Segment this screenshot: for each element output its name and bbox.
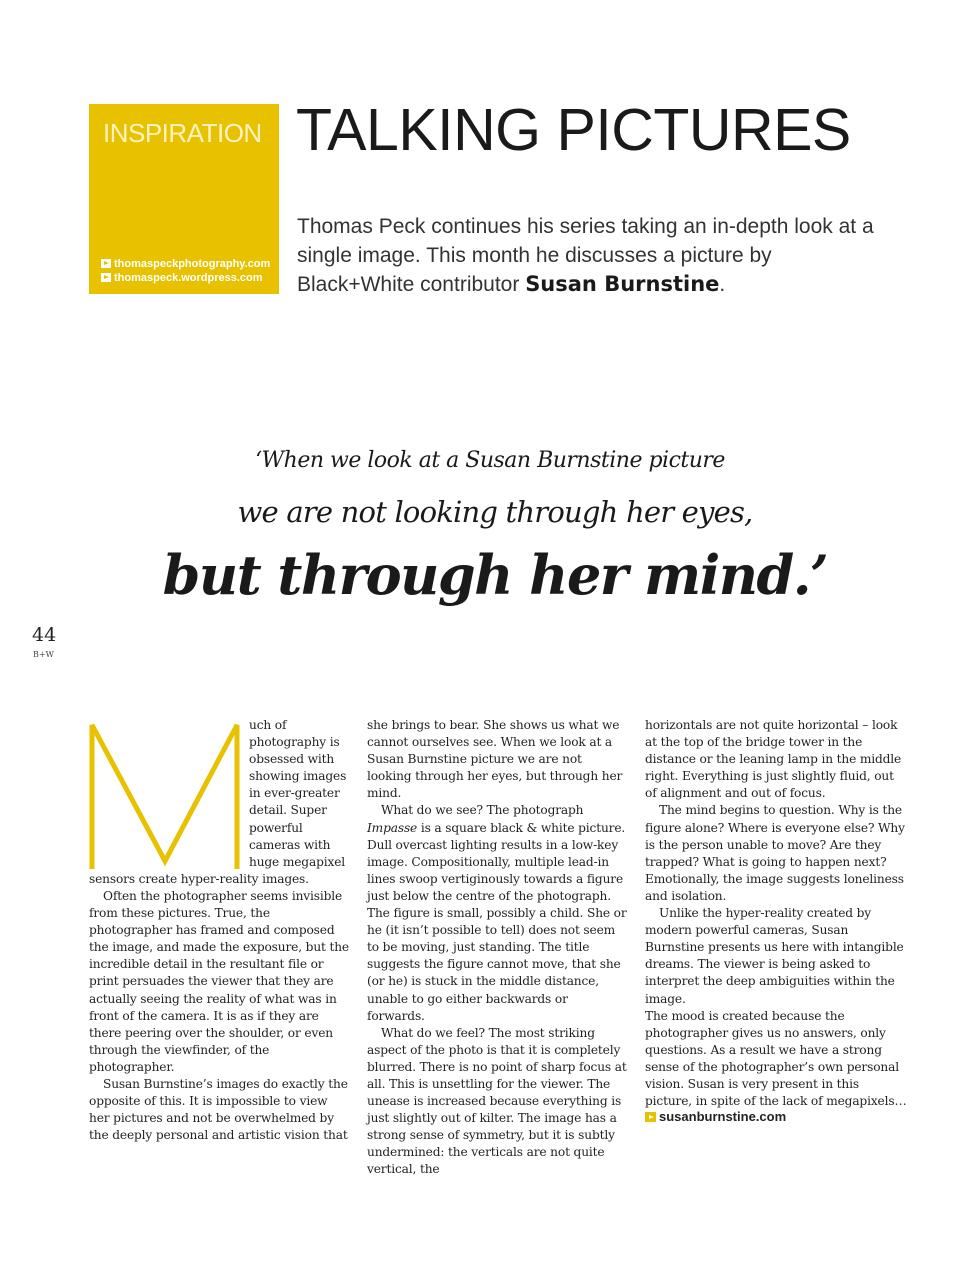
paragraph: she brings to bear. She shows us what we cannot ourselves see. When we look at a Susan Burnstine picture we are not looking through her eyes, but through her mind.: [367, 718, 623, 801]
pullquote-line-3: but through her mind.’: [162, 543, 828, 607]
headline: TALKING PICTURES: [296, 97, 851, 163]
pullquote-line-2: we are not looking through her eyes,: [237, 495, 753, 529]
blog-link-text: thomaspeck.wordpress.com: [114, 272, 263, 284]
folio-mark: B+W: [33, 650, 54, 659]
body-column-3: [645, 717, 907, 1110]
paragraph: Often the photographer seems invisible from these pictures. True, the photographer has framed and composed the image, and made the exposure, but the incredible detail in the resultant file or print persuades the viewer that they are actually seeing the reality of what was in front of the camera. It is as if they are there peering over the shoulder, or even through the viewfinder, of the photographer.: [89, 888, 349, 1074]
paragraph: What do we feel? The most striking aspect of the photo is that it is completely blurred. There is no point of sharp focus at all. This is unsettling for the viewer. The unease is increased because everything is just slightly out of kilter. The image has a strong sense of symmetry, but it is subtly undermined: the verticals are not quite vertical, the: [367, 1025, 627, 1177]
standfirst-end: .: [719, 273, 726, 296]
paragraph: uch of photography is obsessed with showing images in ever-greater detail. Super powerful cameras with huge megapixel sensors create hyper-reality images.: [89, 718, 347, 886]
drop-cap-letter: [87, 719, 243, 869]
pullquote-line-1: ‘When we look at a Susan Burnstine picture: [255, 448, 725, 473]
section-box: [89, 104, 279, 294]
standfirst-text: Thomas Peck continues his series taking an in-depth look at a single image. This month he discusses a picture by Black+White contributor: [297, 215, 874, 296]
paragraph-text: What do we see? The photograph: [381, 803, 584, 818]
website-link-text: thomaspeckphotography.com: [114, 258, 271, 270]
paragraph: horizontals are not quite horizontal – look at the top of the bridge tower in the distance or the leaning lamp in the middle right. Everything is just slightly fluid, out of alignment and out of focus.: [645, 718, 902, 801]
paragraph: The mind begins to question. Why is the figure alone? Where is everyone else? Why is the person unable to move? Are they trapped? What is going to happen next? Emotionally, the image suggests loneliness and isolation.: [645, 803, 905, 903]
susan-website-link[interactable]: [645, 1109, 786, 1124]
paragraph: Susan Burnstine’s images do exactly the opposite of this. It is impossible to view her pictures and not be overwhelmed by the deeply personal and artistic vision that: [89, 1076, 348, 1143]
drop-cap: [87, 719, 243, 869]
standfirst-name: Susan Burnstine: [525, 272, 720, 296]
photo-title: Impasse: [367, 820, 418, 835]
standfirst: [297, 212, 877, 299]
blog-link[interactable]: [101, 272, 263, 285]
page-number: 44: [32, 624, 57, 646]
body-column-2: [367, 717, 629, 1179]
paragraph-text: is a square black & white picture. Dull overcast lighting results in a low-key image. Compositionally, multiple lead-in lines swoop vertiginously towards a figure just below the centre of the photograph. The figure is small, possibly a child. She or he (it isn’t possible to tell) does not seem to be moving, just standing. The title suggests the figure cannot move, that she (or he) is stuck in the middle distance, unable to go either backwards or forwards.: [367, 820, 627, 1023]
susan-website-link-text: susanburnstine.com: [659, 1109, 787, 1124]
body-column-1: [89, 717, 351, 1144]
section-label: INSPIRATION: [103, 118, 262, 148]
paragraph: The mood is created because the photographer gives us no answers, only questions. As a result we have a strong sense of the photographer’s own personal vision. Susan is very present in this picture, in spite of the lack of megapixels…: [645, 1008, 907, 1109]
paragraph: Unlike the hyper-reality created by modern powerful cameras, Susan Burnstine presents us here with intangible dreams. The viewer is being asked to interpret the deep ambiguities within the image.: [645, 906, 904, 1006]
website-link[interactable]: [101, 258, 270, 271]
play-icon: [101, 273, 111, 282]
play-icon: [101, 259, 111, 268]
paragraph: [367, 802, 629, 1024]
play-icon: [645, 1112, 656, 1122]
